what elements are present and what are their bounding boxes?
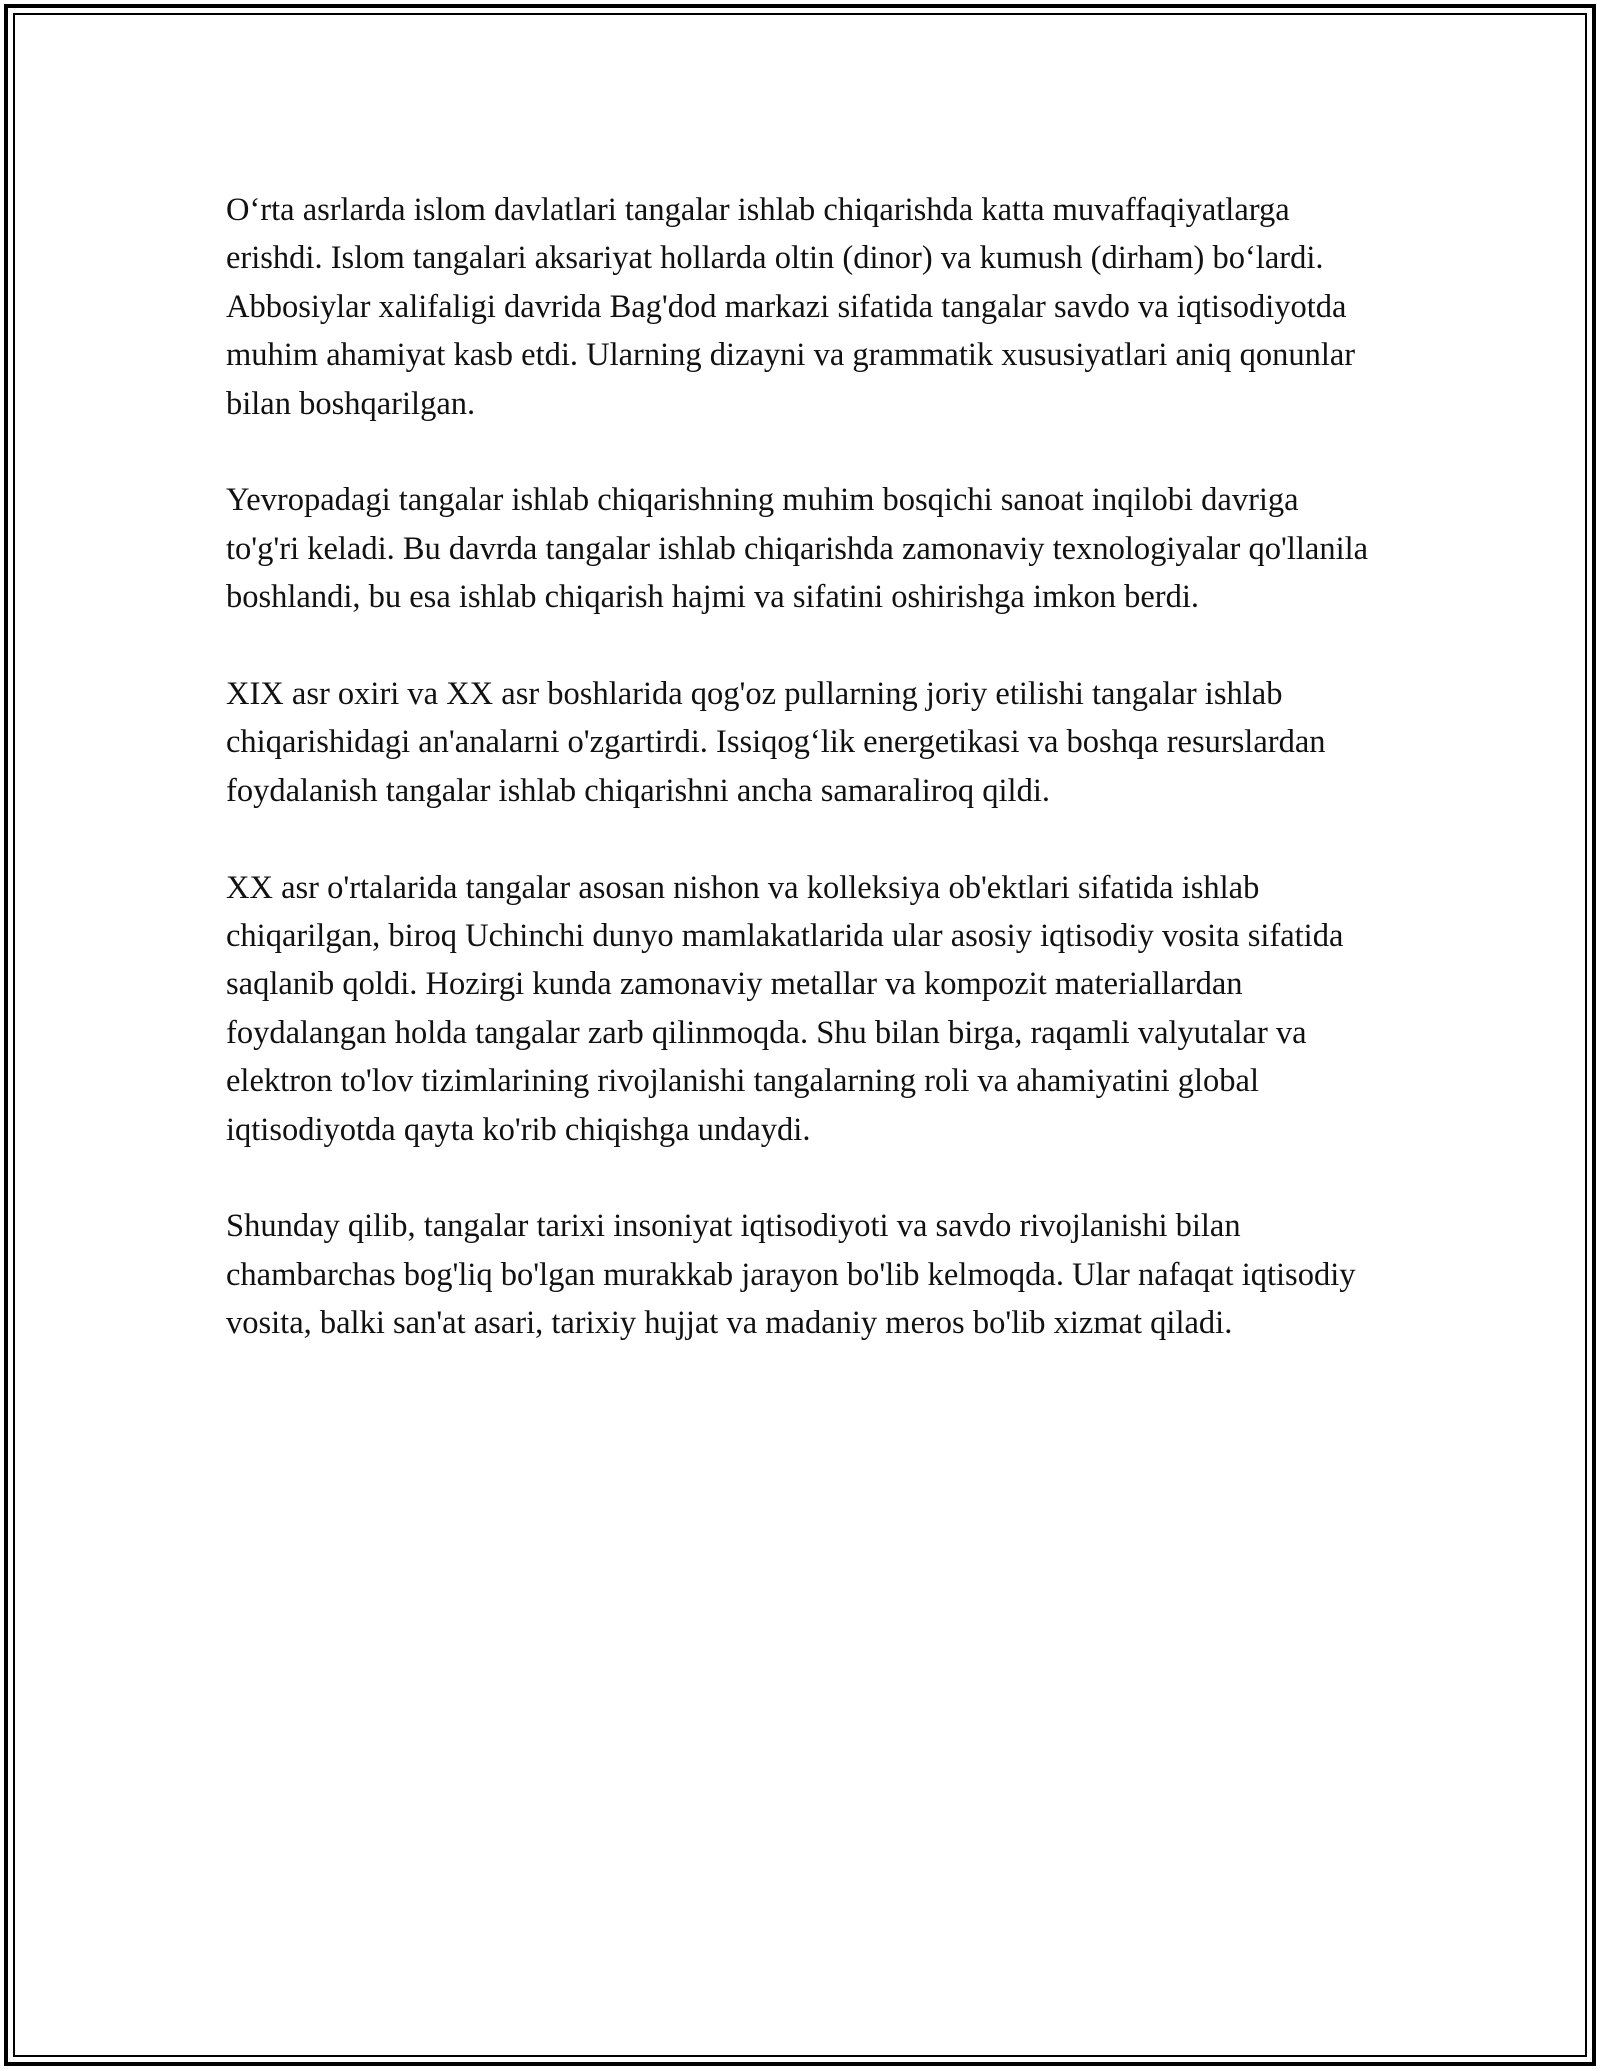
paragraph-medieval-islamic-coins: O‘rta asrlarda islom davlatlari tangalar ishlab chiqarishda katta muvaffaqiyatlarga erishdi. Islom tangalari aksariyat hollarda oltin (dinor) va kumush (dirham) bo‘lardi. Abbosiylar xalifaligi davrida Bag'dod markazi sifatida tangalar savdo va iqtisodiyotda muhim ahamiyat kasb etdi. Ularning dizayni va grammatik xususiyatlari aniq qonunlar bilan boshqarilgan. bbox=[226, 192, 1356, 422]
paragraph-twentieth-century-coins: XX asr o'rtalarida tangalar asosan nishon va kolleksiya ob'ektlari sifatida ishlab chiqarilgan, biroq Uchinchi dunyo mamlakatlarida ular asosiy iqtisodiy vosita sifatida saqlanib qoldi. Hozirgi kunda zamonaviy metallar va kompozit materiallardan foydalangan holda tangalar zarb qilinmoqda. Shu bilan birga, raqamli valyutalar va elektron to'lov tizimlarining rivojlanishi tangalarning roli va ahamiyatini global iqtisodiyotda qayta ko'rib chiqishga undaydi. bbox=[226, 869, 1344, 1148]
document-body bbox=[226, 186, 1376, 1348]
paragraph-conclusion: Shunday qilib, tangalar tarixi insoniyat iqtisodiyoti va savdo rivojlanishi bilan chambarchas bog'liq bo'lgan murakkab jarayon bo'lib kelmoqda. Ular nafaqat iqtisodiy vosita, balki san'at asari, tarixiy hujjat va madaniy meros bo'lib xizmat qiladi. bbox=[226, 1208, 1356, 1342]
paragraph-european-industrial-revolution: Yevropadagi tangalar ishlab chiqarishning muhim bosqichi sanoat inqilobi davriga to'g'ri keladi. Bu davrda tangalar ishlab chiqarishda zamonaviy texnologiyalar qo'llanila boshlandi, bu esa ishlab chiqarish hajmi va sifatini oshirishga imkon berdi. bbox=[226, 482, 1369, 616]
paragraph-paper-money-introduction: XIX asr oxiri va XX asr boshlarida qog'oz pullarning joriy etilishi tangalar ishlab chiqarishidagi an'analarni o'zgartirdi. Issiqog‘lik energetikasi va boshqa resurslardan foydalanish tangalar ishlab chiqarishni ancha samaraliroq qildi. bbox=[226, 676, 1326, 809]
